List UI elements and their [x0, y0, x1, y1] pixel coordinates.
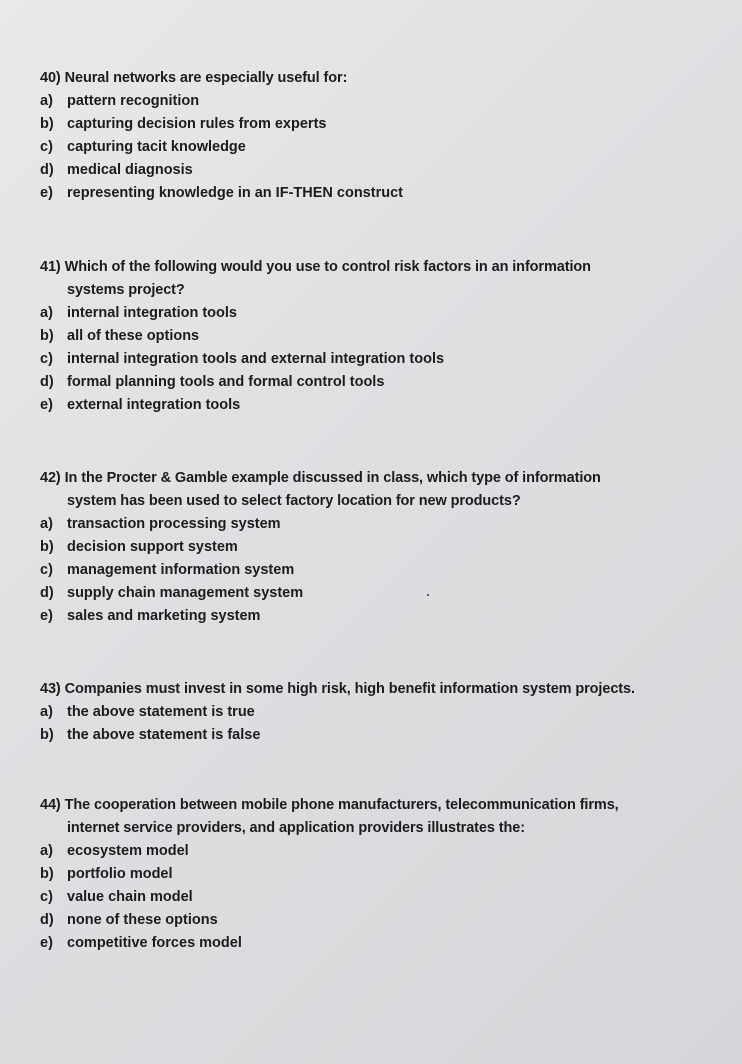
option-b[interactable] [40, 863, 700, 886]
option-e[interactable] [40, 605, 700, 628]
option-letter: c) [40, 562, 53, 578]
option-text: competitive forces model [67, 935, 242, 951]
question-42 [40, 467, 700, 628]
option-a[interactable] [40, 840, 700, 863]
option-d[interactable] [40, 909, 700, 932]
question-text-line: In the Procter & Gamble example discussed in class, which type of information [64, 470, 601, 486]
option-letter: d) [40, 585, 54, 601]
option-text: management information system [67, 562, 295, 578]
question-number: 41) [40, 259, 61, 275]
option-letter: d) [40, 912, 54, 928]
option-text: value chain model [67, 889, 193, 905]
option-letter: b) [40, 866, 54, 882]
option-a[interactable] [40, 90, 700, 113]
option-letter: b) [40, 116, 54, 132]
question-text-line: systems project? [67, 282, 185, 298]
option-text: capturing decision rules from experts [67, 116, 327, 132]
option-b[interactable] [40, 325, 700, 348]
option-text: ecosystem model [67, 843, 189, 859]
option-text: sales and marketing system [67, 608, 261, 624]
question-41 [40, 256, 700, 417]
question-40 [40, 67, 700, 205]
option-text: decision support system [67, 539, 238, 555]
option-a[interactable] [40, 513, 700, 536]
option-letter: d) [40, 374, 54, 390]
option-b[interactable] [40, 536, 700, 559]
option-letter: b) [40, 727, 54, 743]
option-letter: c) [40, 139, 53, 155]
option-a[interactable] [40, 302, 700, 325]
option-text: internal integration tools [67, 305, 237, 321]
option-letter: b) [40, 539, 54, 555]
option-c[interactable] [40, 136, 700, 159]
option-a[interactable] [40, 701, 700, 724]
option-text: none of these options [67, 912, 218, 928]
question-text-line: internet service providers, and application providers illustrates the: [67, 820, 525, 836]
option-text: formal planning tools and formal control tools [67, 374, 385, 390]
option-text: capturing tacit knowledge [67, 139, 246, 155]
question-43 [40, 678, 700, 747]
question-number: 42) [40, 470, 61, 486]
option-letter: a) [40, 93, 53, 109]
option-b[interactable] [40, 113, 700, 136]
option-c[interactable] [40, 886, 700, 909]
question-text-line: The cooperation between mobile phone manufacturers, telecommunication firms, [64, 797, 619, 813]
option-text: supply chain management system [67, 585, 304, 601]
option-letter: a) [40, 704, 53, 720]
option-c[interactable] [40, 348, 700, 371]
question-text-line: Companies must invest in some high risk, high benefit information system projects. [64, 681, 635, 697]
option-d[interactable] [40, 159, 700, 182]
option-letter: b) [40, 328, 54, 344]
option-text: representing knowledge in an IF-THEN construct [67, 185, 403, 201]
option-letter: e) [40, 397, 53, 413]
option-letter: c) [40, 351, 53, 367]
question-stem [40, 256, 700, 279]
question-text-line: system has been used to select factory location for new products? [67, 493, 521, 509]
question-text-line: Which of the following would you use to control risk factors in an information [64, 259, 591, 275]
option-letter: c) [40, 889, 53, 905]
question-number: 43) [40, 681, 61, 697]
option-letter: d) [40, 162, 54, 178]
option-b[interactable] [40, 724, 700, 747]
question-number: 40) [40, 70, 61, 86]
option-text: medical diagnosis [67, 162, 193, 178]
option-text: transaction processing system [67, 516, 281, 532]
option-text: internal integration tools and external integration tools [67, 351, 445, 367]
option-text: the above statement is false [67, 727, 261, 743]
option-text: pattern recognition [67, 93, 200, 109]
option-text: the above statement is true [67, 704, 255, 720]
option-letter: e) [40, 185, 53, 201]
option-letter: a) [40, 305, 53, 321]
question-number: 44) [40, 797, 61, 813]
question-stem [40, 67, 700, 90]
option-letter: a) [40, 843, 53, 859]
option-letter: a) [40, 516, 53, 532]
question-stem [40, 467, 700, 490]
question-text-line: Neural networks are especially useful for: [64, 70, 348, 86]
question-stem [40, 794, 700, 817]
paper-speck [427, 594, 429, 596]
option-text: external integration tools [67, 397, 241, 413]
option-text: all of these options [67, 328, 200, 344]
option-e[interactable] [40, 394, 700, 417]
option-text: portfolio model [67, 866, 173, 882]
question-44 [40, 794, 700, 955]
option-e[interactable] [40, 932, 700, 955]
option-c[interactable] [40, 559, 700, 582]
option-letter: e) [40, 935, 53, 951]
question-stem [40, 678, 700, 701]
option-d[interactable] [40, 582, 700, 605]
option-d[interactable] [40, 371, 700, 394]
option-e[interactable] [40, 182, 700, 205]
option-letter: e) [40, 608, 53, 624]
